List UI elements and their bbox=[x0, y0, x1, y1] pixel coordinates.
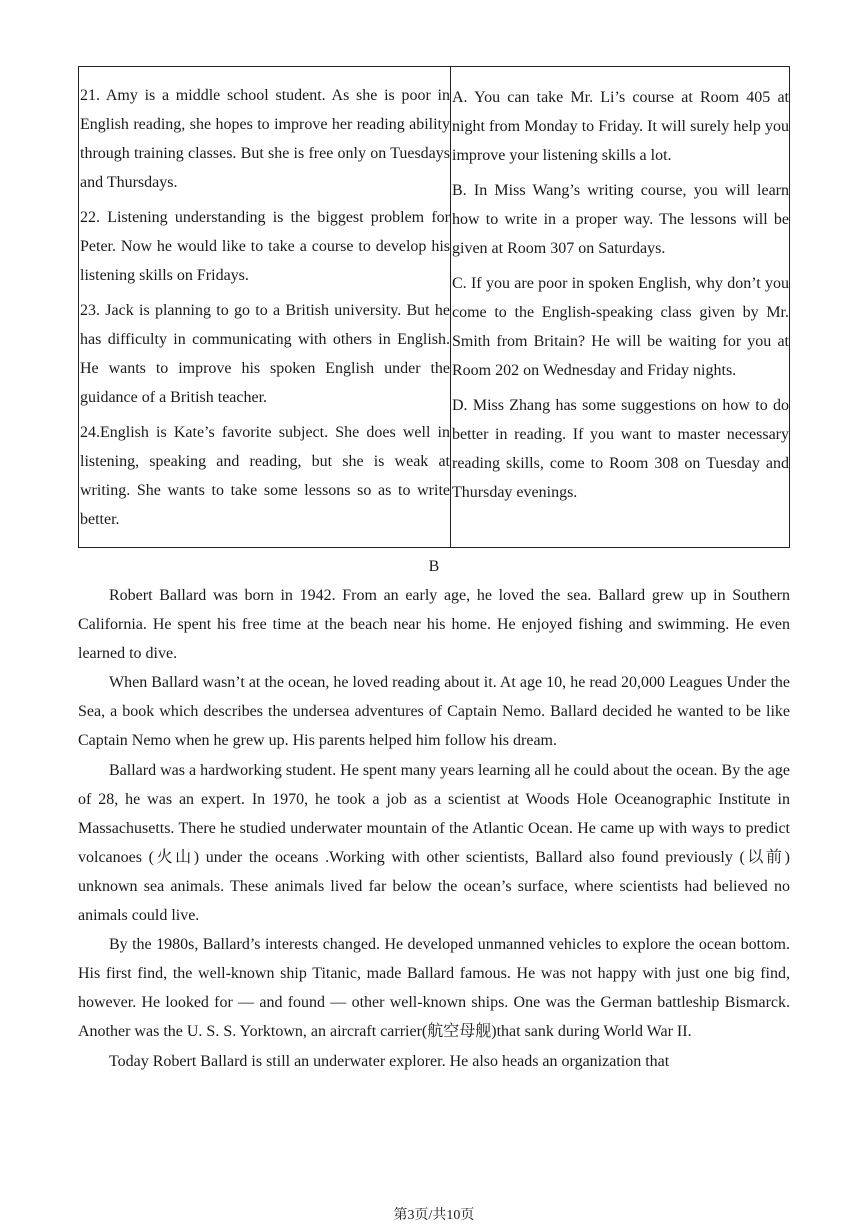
page-number: 第3页/共10页 bbox=[393, 1208, 475, 1223]
person-item-21: 21. Amy is a middle school student. As she is poor in English reading, she hopes to improve her reading ability through training classes. But she is free only on Tuesdays and Thursdays. bbox=[80, 87, 450, 191]
section-label: B bbox=[428, 558, 440, 575]
reading-passage bbox=[78, 581, 790, 1076]
options-column bbox=[451, 67, 789, 547]
people-column bbox=[79, 67, 451, 547]
option-a: A. You can take Mr. Li’s course at Room 405 at night from Monday to Friday. It will surely help you improve your listening skills a lot. bbox=[452, 89, 789, 164]
person-item-23: 23. Jack is planning to go to a British university. But he has difficulty in communicating with others in English. He wants to improve his spoken English under the guidance of a British teacher. bbox=[80, 302, 450, 406]
option-b: B. In Miss Wang’s writing course, you will learn how to write in a proper way. The lessons will be given at Room 307 on Saturdays. bbox=[452, 182, 789, 257]
passage-paragraph: By the 1980s, Ballard’s interests changed. He developed unmanned vehicles to explore the ocean bottom. His first find, the well-known ship Titanic, made Ballard famous. He was not happy with just one big find, however. He looked for — and found — other well-known ships. One was the German battleship Bismarck. Another was the U. S. S. Yorktown, an aircraft carrier(航空母舰)that sank during World War II. bbox=[78, 936, 790, 1041]
passage-paragraph: When Ballard wasn’t at the ocean, he loved reading about it. At age 10, he read 20,000 Leagues Under the Sea, a book which describes the undersea adventures of Captain Nemo. Ballard decided he wanted to be like Captain Nemo when he grew up. His parents helped him follow his dream. bbox=[78, 674, 790, 750]
option-c: C. If you are poor in spoken English, why don’t you come to the English-speaking class given by Mr. Smith from Britain? He will be waiting for you at Room 202 on Wednesday and Friday nights. bbox=[452, 275, 789, 379]
passage-paragraph: Robert Ballard was born in 1942. From an early age, he loved the sea. Ballard grew up in Southern California. He spent his free time at the beach near his home. He enjoyed fishing and swimming. He even learned to dive. bbox=[78, 587, 790, 663]
option-d: D. Miss Zhang has some suggestions on how to do better in reading. If you want to master necessary reading skills, come to Room 308 on Tuesday and Thursday evenings. bbox=[452, 397, 789, 501]
matching-table bbox=[78, 66, 790, 548]
person-item-22: 22. Listening understanding is the biggest problem for Peter. Now he would like to take a course to develop his listening skills on Fridays. bbox=[80, 209, 450, 284]
passage-paragraph: Ballard was a hardworking student. He spent many years learning all he could about the ocean. By the age of 28, he was an expert. In 1970, he took a job as a scientist at Woods Hole Oceanographic Institute in Massachusetts. There he studied underwater mountain of the Atlantic Ocean. He came up with ways to predict volcanoes (火山) under the oceans .Working with other scientists, Ballard also found previously (以前) unknown sea animals. These animals lived far below the ocean’s surface, where scientists had believed no animals could live. bbox=[78, 761, 790, 925]
passage-paragraph: Today Robert Ballard is still an underwater explorer. He also heads an organization that bbox=[109, 1052, 670, 1070]
person-item-24: 24.English is Kate’s favorite subject. She does well in listening, speaking and reading, but she is weak at writing. She wants to take some lessons so as to write better. bbox=[80, 424, 450, 528]
